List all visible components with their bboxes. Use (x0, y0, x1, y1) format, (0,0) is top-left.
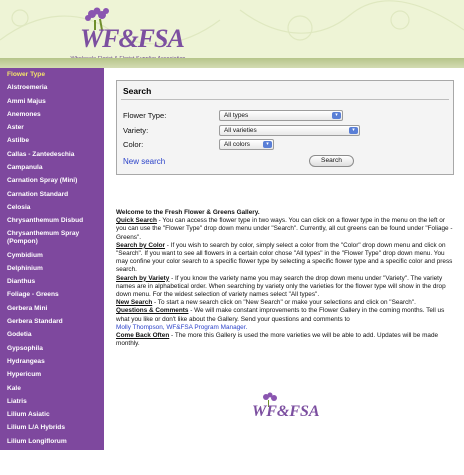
flower-type-select[interactable] (219, 110, 343, 121)
sidebar-item-hypericum[interactable]: Hypericum (7, 371, 42, 379)
sidebar-heading-flower-type: Flower Type (7, 71, 45, 78)
chevron-down-icon: ▾ (332, 112, 341, 119)
flower-type-label: Flower Type: (123, 111, 167, 120)
sidebar-item-godetia[interactable]: Godetia (7, 331, 32, 339)
chevron-down-icon: ▾ (263, 141, 272, 148)
logo-text: WF&FSA (80, 24, 184, 53)
footer-logo (246, 391, 320, 431)
footer-logo-text: WF&FSA (252, 403, 320, 420)
chevron-down-icon: ▾ (349, 127, 358, 134)
site-logo[interactable] (58, 6, 184, 62)
sidebar-item-lilium-longiflorum[interactable]: Lilium Longiflorum (7, 437, 67, 445)
sidebar-item-liatris[interactable]: Liatris (7, 397, 27, 405)
sidebar-item-alstroemeria[interactable]: Alstroemeria (7, 84, 48, 92)
sidebar-item-dianthus[interactable]: Dianthus (7, 278, 36, 286)
sidebar-item-gerbera-standard[interactable]: Gerbera Standard (7, 318, 63, 326)
sidebar-item-lilium-oriental[interactable]: Lilium Oriental (7, 451, 54, 459)
color-select[interactable] (219, 139, 274, 150)
sidebar-item-chrysanthemum-spray[interactable]: Chrysanthemum Spray (Pompon) (7, 229, 80, 246)
sidebar-item-kale[interactable]: Kale (7, 384, 21, 392)
questions-paragraph: Questions & Comments - We will make constant improvements to the Flower Gallery in the coming months. Tell us what you like or don't like about the Gallery. Send your questions and comments to Molly Thompson, WF&FSA Program Manager. (116, 307, 445, 331)
variety-select-value: All varieties (224, 127, 257, 134)
variety-label: Variety: (123, 126, 149, 135)
new-search-link[interactable]: New search (123, 157, 166, 166)
search-panel (116, 80, 454, 175)
sidebar-item-foliage-greens[interactable]: Foliage - Greens (7, 291, 59, 299)
header-band (0, 58, 464, 68)
site-header (0, 0, 464, 68)
sidebar-item-lilium-la-hybrids[interactable]: Lilium L/A Hybrids (7, 424, 66, 432)
flower-type-select-value: All types (224, 112, 249, 119)
sidebar-item-delphinium[interactable]: Delphinium (7, 264, 43, 272)
search-button[interactable]: Search (309, 155, 354, 167)
sidebar-item-gypsophila[interactable]: Gypsophila (7, 344, 43, 352)
sidebar-item-carnation-standard[interactable]: Carnation Standard (7, 190, 69, 198)
sidebar-item-hydrangeas[interactable]: Hydrangeas (7, 357, 45, 365)
welcome-title: Welcome to the Fresh Flower & Greens Gallery. (116, 209, 260, 216)
sidebar-item-anemones[interactable]: Anemones (7, 110, 41, 118)
sidebar-item-campanula[interactable]: Campanula (7, 164, 43, 172)
welcome-text (116, 209, 454, 348)
search-divider (121, 99, 449, 100)
sidebar-item-gerbera-mini[interactable]: Gerbera Mini (7, 304, 48, 312)
variety-select[interactable] (219, 125, 360, 136)
sidebar-item-astilbe[interactable]: Astilbe (7, 137, 29, 145)
contact-link[interactable]: Molly Thompson, WF&FSA Program Manager. (116, 323, 248, 331)
main-content (104, 68, 464, 450)
search-by-color-paragraph: Search by Color - If you wish to search by color, simply select a color from the "Color" drop down menu and click on "Search". If you want to see all flowers in a certain color chose "All types" in the "Flower Type" drop down menu. You may confine your color search to a specific flower type by selecting a specific flower type and a specific color and press search. (116, 241, 453, 274)
sidebar-item-celosia[interactable]: Celosia (7, 203, 31, 211)
sidebar-item-carnation-spray[interactable]: Carnation Spray (Mini) (7, 177, 78, 185)
sidebar-item-callas[interactable]: Callas - Zantedeschia (7, 150, 75, 158)
new-search-paragraph: New Search - To start a new search click on "New Search" or make your selections and click on "Search". (116, 299, 416, 307)
search-title: Search (123, 86, 152, 96)
quick-search-paragraph: Quick Search - You can access the flower type in two ways. You can click on a flower type in the menu on the left or you can use the "Flower Type" drop down menu under "Search". Currently, all cut greens can be found under "Foliage - Greens". (116, 217, 453, 241)
sidebar-item-lilium-asiatic[interactable]: Lilium Asiatic (7, 411, 50, 419)
come-back-paragraph: Come Back Often - The more this Gallery is used the more varieties we will be able to add. Updates will be made monthly. (116, 332, 439, 348)
sidebar-item-limonium[interactable]: Limonium (7, 464, 39, 472)
sidebar-item-chrysanthemum-disbud[interactable]: Chrysanthemum Disbud (7, 217, 84, 225)
search-by-variety-paragraph: Search by Variety - If you know the variety name you may search the drop down menu under "Variety". The variety names are in alphabetical order. When searching by variety only the varieties for the flower type will show in the drop down menu. For the widest selection of variety names select "All types". (116, 274, 446, 299)
flower-type-sidebar (0, 68, 104, 472)
color-label: Color: (123, 140, 144, 149)
sidebar-item-ammi-majus[interactable]: Ammi Majus (7, 97, 46, 105)
sidebar-item-cymbidium[interactable]: Cymbidium (7, 251, 43, 259)
sidebar-item-aster[interactable]: Aster (7, 124, 24, 132)
color-select-value: All colors (224, 141, 250, 148)
